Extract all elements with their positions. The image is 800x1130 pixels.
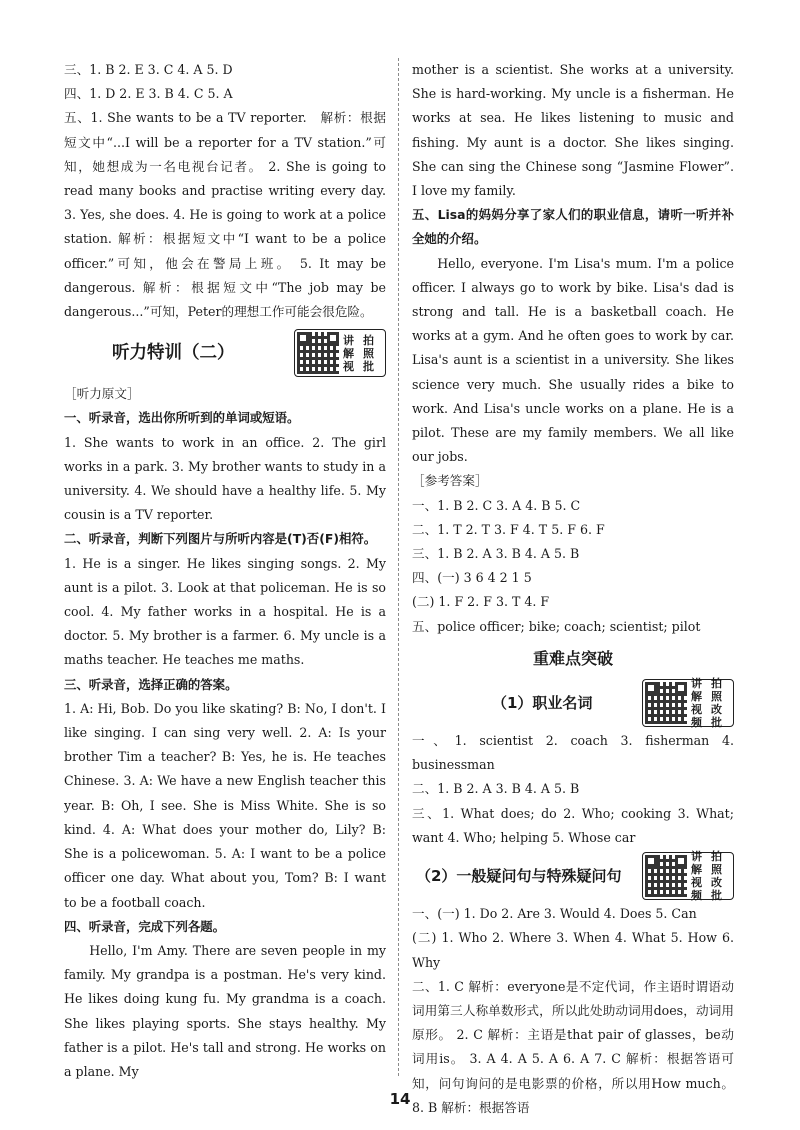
left-column: [64, 58, 386, 1084]
qr-label: 讲 拍 解 照 视 改 频 批: [691, 677, 722, 730]
listening-part-4-text: Hello, I'm Amy. There are seven people in my family. My grandpa is a postman. He's very kind. He likes doing kung fu. My grandma is a coach. She likes playing sports. She stays healthy. My father is a pilot. He's tall and strong. He works on a plane. My: [64, 942, 386, 1079]
listening-part-2-heading: 二、听录音，判断下列图片与所听内容是(T)否(F)相符。: [64, 531, 377, 547]
listening-part-4-heading: 四、听录音，完成下列各题。: [64, 918, 226, 934]
column-divider: [398, 58, 399, 1076]
transcript-tag: ［听力原文］: [64, 386, 140, 402]
qr-label: 讲 拍 解 照 视 批: [343, 333, 374, 373]
subsection-heading-2: [412, 850, 734, 902]
qr-code-box: [642, 677, 734, 730]
listening-part-1-heading: 一、听录音，选出你所听到的单词或短语。: [64, 410, 300, 426]
page-number: 14: [389, 1090, 411, 1108]
answer-row: (二) 1. F 2. F 3. T 4. F: [412, 594, 550, 610]
listening-part-2-text: 1. He is a singer. He likes singing songs. 2. My aunt is a pilot. 3. Look at that policeman. He is so cool. 4. My father works in a hospital. He is a doctor. 5. My brother is a farmer. 6. My uncle is a maths teacher. He teaches me maths.: [64, 555, 386, 668]
subsection-heading-1: [412, 677, 734, 729]
main-section-title: 重难点突破: [532, 648, 613, 668]
subsection-1-answer: 三、1. What does; do 2. Who; cooking 3. What; want 4. Who; helping 5. Whose car: [412, 805, 734, 845]
qr-code-icon: [645, 855, 687, 897]
listening-part-1-text: 1. She wants to work in an office. 2. The girl works in a park. 3. My brother wants to study in a university. 4. We should have a healthy life. 5. My cousin is a TV reporter.: [64, 434, 386, 523]
section-heading-listening-2: [64, 326, 386, 380]
answers-tag: ［参考答案］: [412, 473, 488, 489]
answer-row: 三、1. B 2. A 3. B 4. A 5. B: [412, 546, 580, 562]
answer-line-5: 五、1. She wants to be a TV reporter. 解析：根据短文中“...I will be a reporter for a TV station.”可知，她想成为一名电视台记者。 2. She is going to read many books and practise writing every day. 3. Yes, she does. 4. He is going to work at a police station. 解析：根据短文中“I want to be a police officer.”可知，他会在警局上班。 5. It may be dangerous. 解析：根据短文中“The job may be dangerous...”可知，Peter的理想工作可能会很危险。: [64, 110, 386, 320]
listening-part-5-heading: 五、Lisa的妈妈分享了家人们的职业信息，请听一听并补全她的介绍。: [412, 207, 734, 247]
subsection-title-2: （2）一般疑问句与特殊疑问句: [416, 866, 622, 885]
subsection-1-answer: 二、1. B 2. A 3. B 4. A 5. B: [412, 781, 580, 797]
qr-code-icon: [645, 682, 687, 724]
answer-row: 二、1. T 2. T 3. F 4. T 5. F 6. F: [412, 521, 605, 537]
listening-part-3-heading: 三、听录音，选择正确的答案。: [64, 676, 238, 692]
listening-part-3-text: 1. A: Hi, Bob. Do you like skating? B: No, I don't. I like singing. I can sing very well. 2. A: Is your brother Tim a teacher? B: Yes, he is. He teaches Chinese. 3. A: We have a new English teacher this year. B: Oh, I see. She is Miss White. She is so kind. 4. A: What does your mother do, Lily? B: She is a policewoman. 5. A: I want to be a police officer one day. What about you, Tom? B: I want to be a football coach.: [64, 700, 386, 910]
answer-row: 四、(一) 3 6 4 2 1 5: [412, 570, 532, 586]
listening-part-4-text-continued: mother is a scientist. She works at a university. She is hard-working. My uncle is a fisherman. He works at sea. He likes listening to music and fishing. My aunt is a doctor. She likes singing. She can sing the Chinese song “Jasmine Flower”. I love my family.: [412, 62, 734, 199]
subsection-2-answer: 二、1. C 解析：everyone是不定代词，作主语时谓语动词用第三人称单数形式，所以此处助动词用does，动词用原形。 2. C 解析：主语是that pair of glasses，be动词用is。 3. A 4. A 5. A 6. A 7. C 解析：根据答语可知，问句询问的是电影票的价格，所以用How much。 8. B 解析：根据答语: [412, 978, 734, 1115]
answer-row: 一、1. B 2. C 3. A 4. B 5. C: [412, 497, 581, 513]
qr-code-box: [642, 850, 734, 903]
listening-part-5-text: Hello, everyone. I'm Lisa's mum. I'm a police officer. I always go to work by bike. Lisa's dad is strong and tall. He is a basketball coach. He works at a gym. And he often goes to work by car. Lisa's aunt is a scientist in a university. She likes science very much. She usually rides a bike to work. And Lisa's uncle works on a plane. He is a pilot. These are my family members. We all like our jobs.: [412, 255, 734, 465]
answer-line-4: 四、1. D 2. E 3. B 4. C 5. A: [64, 86, 233, 102]
subsection-title-1: （1）职业名词: [492, 693, 593, 712]
subsection-2-answer: (二) 1. Who 2. Where 3. When 4. What 5. How 6. Why: [412, 930, 734, 970]
section-title: 听力特训（二）: [112, 343, 235, 364]
right-column: [412, 58, 734, 1120]
qr-code-box: [294, 329, 386, 377]
subsection-1-answer: 一、1. scientist 2. coach 3. fisherman 4. businessman: [412, 733, 734, 773]
answer-line-3: 三、1. B 2. E 3. C 4. A 5. D: [64, 62, 233, 77]
qr-code-icon: [297, 332, 339, 374]
subsection-2-answer: 一、(一) 1. Do 2. Are 3. Would 4. Does 5. Can: [412, 906, 697, 922]
answer-row: 五、police officer; bike; coach; scientist; pilot: [412, 618, 701, 634]
qr-label: 讲 拍 解 照 视 改 频 批: [691, 850, 722, 903]
